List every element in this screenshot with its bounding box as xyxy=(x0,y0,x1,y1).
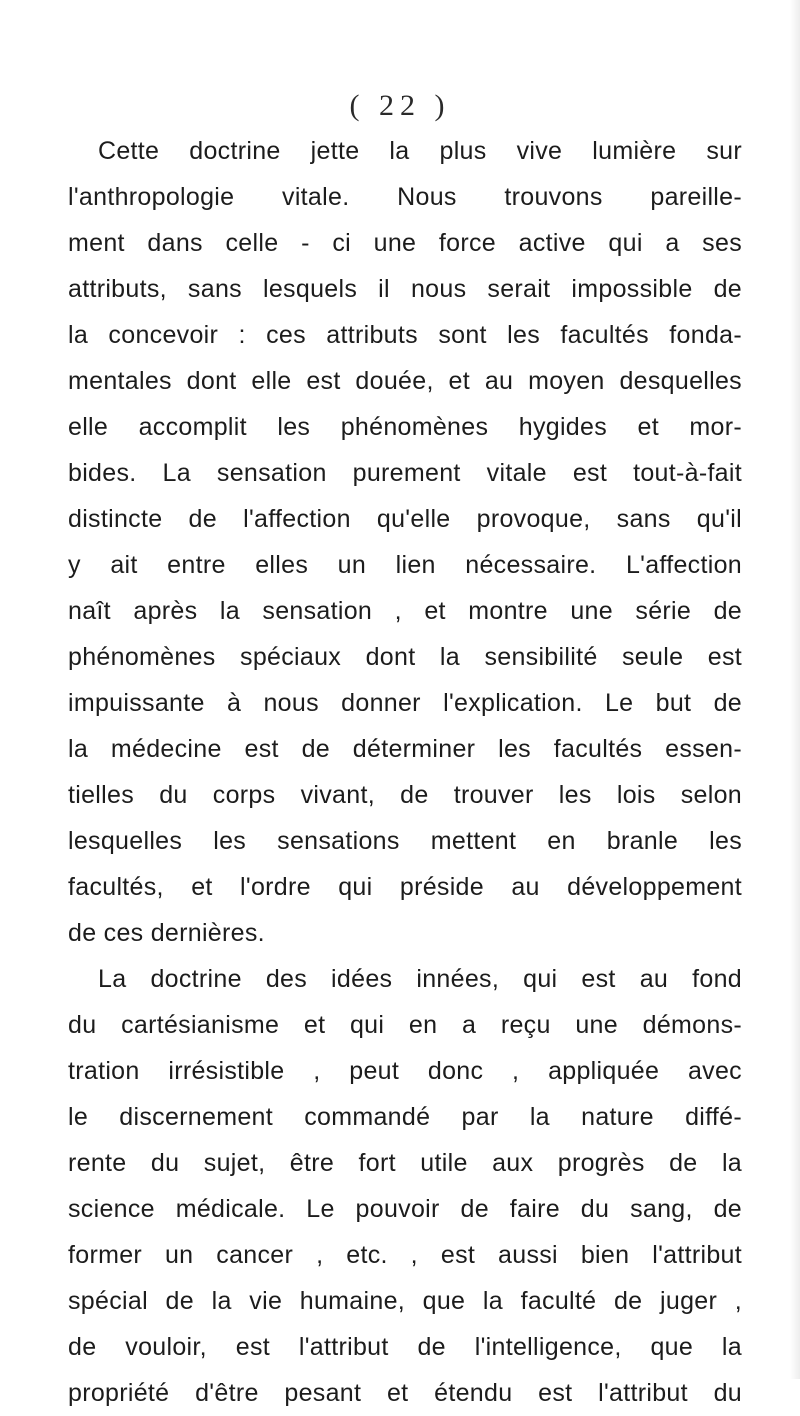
text-line: l'anthropologie vitale. Nous trouvons pareille- xyxy=(68,183,742,211)
text-line: le discernement commandé par la nature diffé- xyxy=(68,1103,742,1131)
text-line: bides. La sensation purement vitale est tout-à-fait xyxy=(68,459,742,487)
text-line: phénomènes spéciaux dont la sensibilité seule est xyxy=(68,643,742,671)
text-line: ment dans celle - ci une force active qui a ses xyxy=(68,229,742,257)
text-line: de vouloir, est l'attribut de l'intelligence, que la xyxy=(68,1333,742,1361)
page-edge-shadow xyxy=(790,0,800,1379)
text-line: de ces dernières. xyxy=(68,919,265,947)
text-line: la concevoir : ces attributs sont les facultés fonda- xyxy=(68,321,742,349)
text-line: rente du sujet, être fort utile aux progrès de la xyxy=(68,1149,742,1177)
page-number: ( 22 ) xyxy=(349,89,451,122)
text-line: attributs, sans lesquels il nous serait impossible de xyxy=(68,275,742,303)
text-line: spécial de la vie humaine, que la faculté de juger , xyxy=(68,1287,742,1315)
text-line: Cette doctrine jette la plus vive lumière sur xyxy=(98,137,742,165)
text-line: lesquelles les sensations mettent en branle les xyxy=(68,827,742,855)
text-line: former un cancer , etc. , est aussi bien l'attribut xyxy=(68,1241,742,1269)
text-line: elle accomplit les phénomènes hygides et mor- xyxy=(68,413,742,441)
text-line: y ait entre elles un lien nécessaire. L'affection xyxy=(68,551,742,579)
text-line: tielles du corps vivant, de trouver les lois selon xyxy=(68,781,742,809)
text-line: facultés, et l'ordre qui préside au développement xyxy=(68,873,742,901)
text-line: la médecine est de déterminer les facultés essen- xyxy=(68,735,742,763)
text-line: La doctrine des idées innées, qui est au fond xyxy=(98,965,742,993)
body-text xyxy=(68,128,742,1416)
text-line: propriété d'être pesant et étendu est l'attribut du xyxy=(68,1379,742,1407)
text-line: science médicale. Le pouvoir de faire du sang, de xyxy=(68,1195,742,1223)
text-line: tration irrésistible , peut donc , appliquée avec xyxy=(68,1057,742,1085)
text-line: distincte de l'affection qu'elle provoque, sans qu'il xyxy=(68,505,742,533)
text-line: du cartésianisme et qui en a reçu une démons- xyxy=(68,1011,742,1039)
text-line: naît après la sensation , et montre une série de xyxy=(68,597,742,625)
text-line: impuissante à nous donner l'explication. Le but de xyxy=(68,689,742,717)
text-line: mentales dont elle est douée, et au moyen desquelles xyxy=(68,367,742,395)
